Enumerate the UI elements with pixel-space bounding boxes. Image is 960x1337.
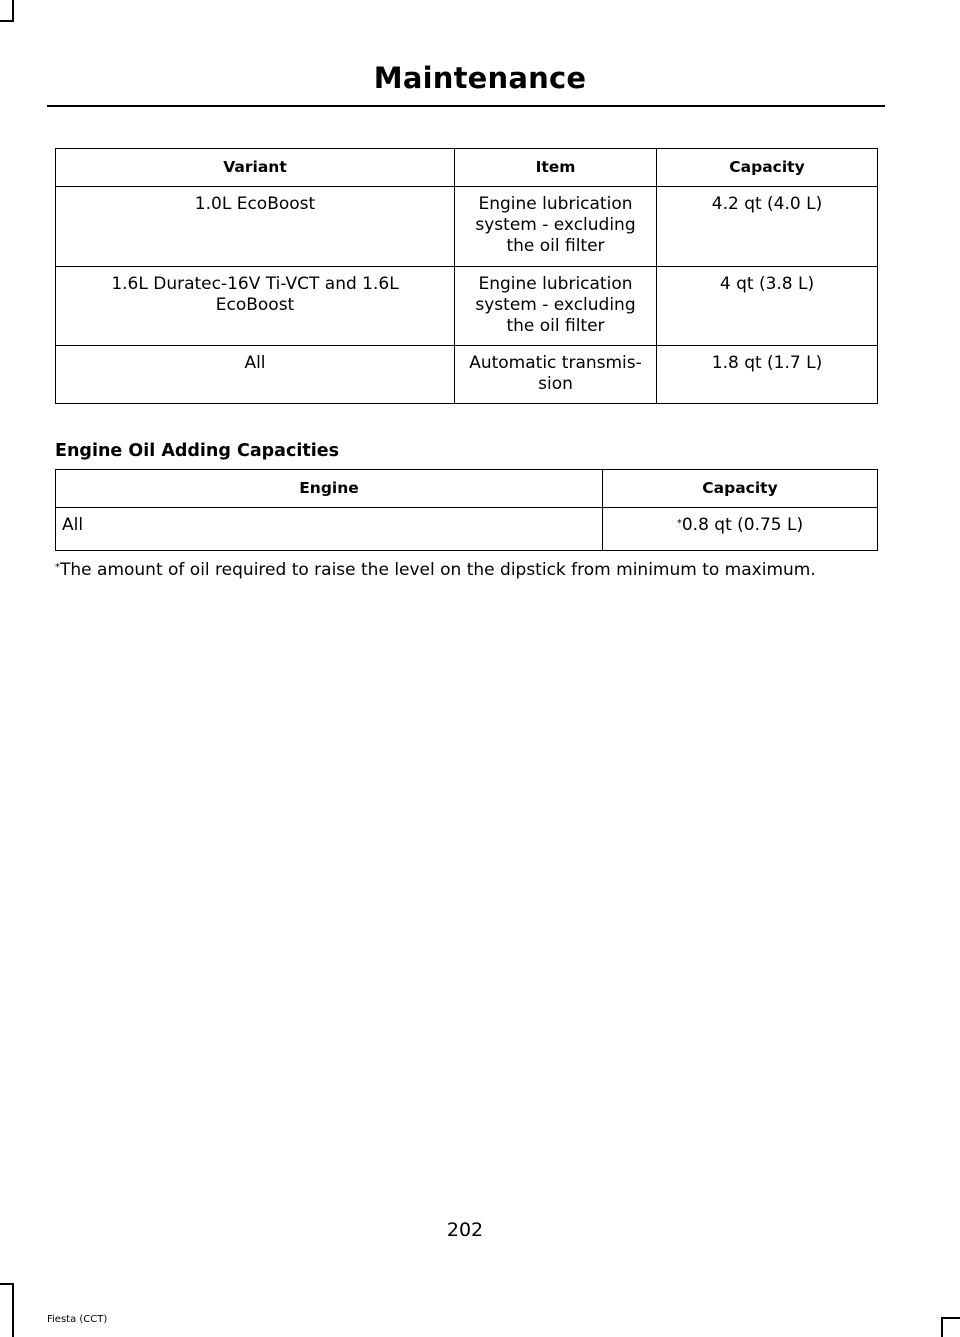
variant-line: EcoBoost: [215, 295, 295, 315]
variant-text: 1.0L EcoBoost: [194, 194, 316, 214]
item-line: Automatic transmis-: [469, 353, 642, 373]
cell-capacity: [657, 187, 878, 267]
table-header-row: [56, 470, 878, 508]
header-item: Item: [455, 149, 657, 187]
cell-item: [455, 187, 657, 267]
crop-mark-top-left-vertical: [12, 0, 14, 20]
cell-engine: [56, 508, 603, 551]
item-line: the oil filter: [506, 236, 605, 256]
footnote-marker: *: [55, 562, 60, 573]
cell-variant: [56, 346, 455, 404]
item-line: system - excluding: [475, 295, 636, 315]
table-row: [56, 508, 878, 551]
cell-item: [455, 267, 657, 346]
crop-mark-bottom-right-vertical: [941, 1317, 943, 1337]
capacity-text: 4 qt (3.8 L): [719, 274, 815, 294]
table-row: [56, 346, 878, 404]
cell-capacity: [603, 508, 878, 551]
cell-variant: [56, 187, 455, 267]
header-variant: Variant: [56, 149, 455, 187]
cell-item: [455, 346, 657, 404]
page-number: 202: [446, 1219, 484, 1241]
variant-line: 1.6L Duratec-16V Ti-VCT and 1.6L: [111, 274, 399, 294]
page-title: Maintenance: [373, 61, 587, 95]
engine-text: All: [62, 515, 84, 535]
crop-mark-bottom-left-vertical: [12, 1283, 14, 1337]
item-line: the oil filter: [506, 316, 605, 336]
table-header-row: [56, 149, 878, 187]
footnote-text: The amount of oil required to raise the level on the dipstick from minimum to maximum.: [60, 560, 816, 580]
item-line: Engine lubrication: [478, 274, 633, 294]
header-capacity: Capacity: [603, 470, 878, 508]
item-line: Engine lubrication: [478, 194, 633, 214]
item-line: sion: [538, 374, 573, 394]
item-line: system - excluding: [475, 215, 636, 235]
footer-label: Fiesta (CCT): [47, 1314, 108, 1325]
variant-text: All: [244, 353, 266, 373]
capacity-text: 4.2 qt (4.0 L): [711, 194, 823, 214]
crop-mark-bottom-right-horizontal: [941, 1317, 960, 1319]
cell-capacity: [657, 346, 878, 404]
oil-adding-capacities-table: [55, 469, 878, 551]
capacity-text: 1.8 qt (1.7 L): [711, 353, 823, 373]
footnote-marker: *: [676, 518, 682, 529]
header-engine: Engine: [56, 470, 603, 508]
capacity-text: 0.8 qt (0.75 L): [681, 515, 804, 535]
title-divider: [47, 105, 885, 107]
cell-capacity: [657, 267, 878, 346]
section-heading: Engine Oil Adding Capacities: [55, 441, 340, 461]
cell-variant: [56, 267, 455, 346]
table-row: [56, 187, 878, 267]
header-capacity: Capacity: [657, 149, 878, 187]
capacities-table: [55, 148, 878, 404]
crop-mark-bottom-left-horizontal: [0, 1283, 14, 1285]
footnote: [55, 559, 895, 581]
crop-mark-top-left-horizontal: [0, 20, 14, 22]
table-row: [56, 267, 878, 346]
